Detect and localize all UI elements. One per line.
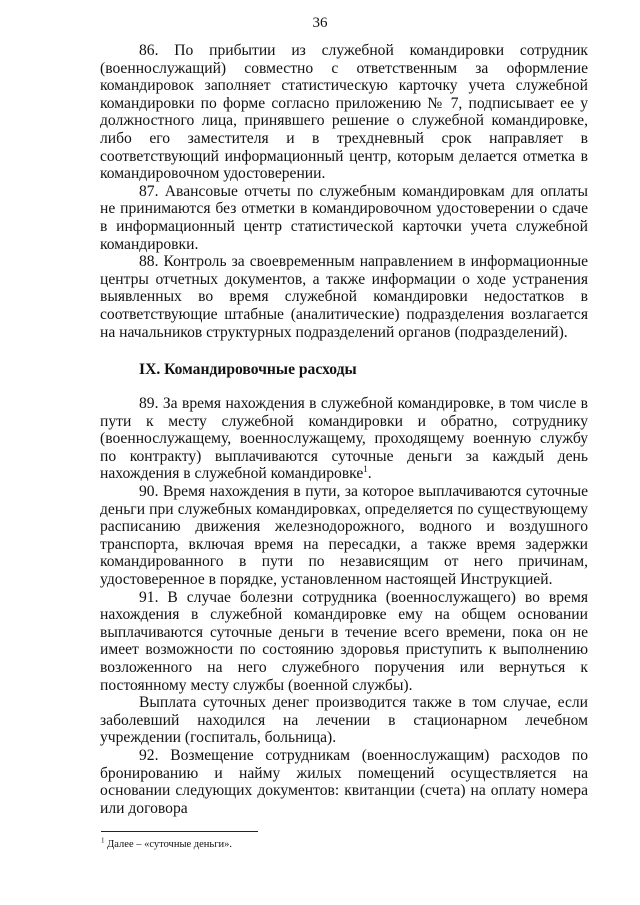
paragraph-90: 90. Время нахождения в пути, за которое выплачиваются суточные деньги при служебных командировках, определяется по существующему расписанию движения железнодорожного, водного и воздушного транспорта, включая время на пересадки, а также время задержки командированного в пути по независящим от него причинам, удостоверенное в порядке, установленном настоящей Инструкцией.: [100, 483, 588, 589]
paragraph-91: 91. В случае болезни сотрудника (военнослужащего) во время нахождения в служебной командировке ему на общем основании выплачиваются суточные деньги в течение всего времени, пока он не имеет возможности по состоянию здоровья приступить к выполнению возложенного на него служебного поручения или вернуться к постоянному месту службы (военной службы).: [100, 588, 588, 694]
paragraph-91-continuation: Выплата суточных денег производится также в том случае, если заболевший находился на лечении в стационарном лечебном учреждении (госпиталь, больница).: [100, 694, 588, 747]
footnote-text: Далее – «суточные деньги».: [104, 839, 233, 850]
paragraph-87: 87. Авансовые отчеты по служебным командировкам для оплаты не принимаются без отметки в командировочном удостоверении о сдаче в информационный центр статистической карточки учета служебной командировки.: [100, 182, 588, 253]
paragraph-88: 88. Контроль за своевременным направлением в информационные центры отчетных документов, а также информации о ходе устранения выявленных во время служебной командировки недостатков в соответствующие штабные (аналитические) подразделения возлагается на начальников структурных подразделений органов (подразделений).: [100, 253, 588, 341]
paragraph-89-text: 89. За время нахождения в служебной командировке, в том числе в пути к месту служебной командировки и обратно, сотруднику (военнослужащему, военнослужащему, проходящему военную службу по контракту) выплачиваются суточные деньги за каждый день нахождения в служебной командировке: [100, 395, 588, 483]
document-body: [100, 42, 588, 817]
page-number: 36: [312, 15, 328, 31]
footnote-separator: [101, 831, 258, 832]
paragraph-92: 92. Возмещение сотрудникам (военнослужащим) расходов по бронированию и найму жилых помещений осуществляется на основании следующих документов: квитанции (счета) на оплату номера или договора: [100, 746, 588, 817]
paragraph-86: 86. По прибытии из служебной командировки сотрудник (военнослужащий) совместно с ответственным за оформление командировок заполняет статистическую карточку учета служебной командировки по форме согласно приложению № 7, подписывает ее у должностного лица, принявшего решение о служебной командировке, либо его заместителя и в трехдневный срок направляет в соответствующий информационный центр, которым делается отметка в командировочном удостоверении.: [100, 42, 588, 183]
paragraph-89: [100, 395, 588, 483]
footnote-reference[interactable]: 1: [363, 464, 368, 475]
paragraph-89-end: .: [367, 465, 372, 483]
section-heading: IX. Командировочные расходы: [139, 361, 357, 379]
footnote-mark: 1: [101, 836, 105, 845]
footnote: [101, 838, 589, 852]
